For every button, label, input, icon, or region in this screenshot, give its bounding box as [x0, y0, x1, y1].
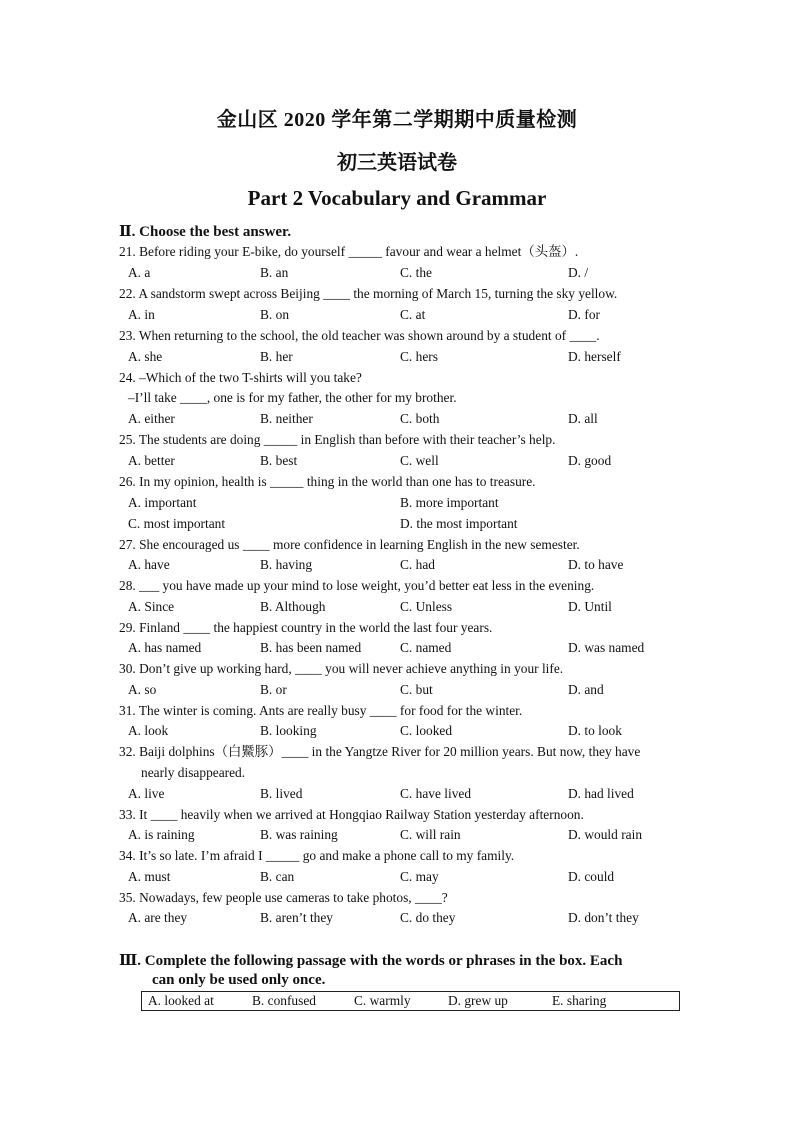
q31-option-d: D. to look — [568, 723, 622, 738]
question-30: 30. Don’t give up working hard, ____ you will never achieve anything in your life. — [119, 661, 564, 676]
q34-option-a: A. must — [128, 869, 171, 884]
question-27: 27. She encouraged us ____ more confidence in learning English in the new semester. — [119, 537, 580, 552]
q28-option-a: A. Since — [128, 599, 175, 614]
q33-option-d: D. would rain — [568, 827, 643, 842]
q27-option-b: B. having — [260, 557, 313, 572]
exam-title: 金山区 2020 学年第二学期期中质量检测 — [216, 109, 578, 131]
q33-option-b: B. was raining — [260, 827, 338, 842]
q21-option-d: D. / — [568, 265, 589, 280]
q27-option-d: D. to have — [568, 557, 624, 572]
word-box-item-d: D. grew up — [448, 993, 508, 1008]
q23-option-c: C. hers — [400, 349, 438, 364]
q28-option-b: B. Although — [260, 599, 326, 614]
q34-option-b: B. can — [260, 869, 295, 884]
q24-option-b: B. neither — [260, 411, 313, 426]
q24-option-d: D. all — [568, 411, 598, 426]
question-21: 21. Before riding your E-bike, do yourself _____ favour and wear a helmet（头盔）. — [119, 244, 579, 259]
q32-option-b: B. lived — [260, 786, 303, 801]
question-25: 25. The students are doing _____ in English than before with their teacher’s help. — [119, 432, 556, 447]
q30-option-d: D. and — [568, 682, 604, 697]
q26-option-b: B. more important — [400, 495, 499, 510]
q22-option-c: C. at — [400, 307, 426, 322]
word-box-item-e: E. sharing — [552, 993, 607, 1008]
q35-option-d: D. don’t they — [568, 910, 639, 925]
question-34: 34. It’s so late. I’m afraid I _____ go and make a phone call to my family. — [119, 848, 515, 863]
q21-option-b: B. an — [260, 265, 289, 280]
question-29: 29. Finland ____ the happiest country in the world the last four years. — [119, 620, 493, 635]
q23-option-b: B. her — [260, 349, 293, 364]
question-26: 26. In my opinion, health is _____ thing in the world than one has to treasure. — [119, 474, 536, 489]
q35-option-a: A. are they — [128, 910, 188, 925]
q21-option-a: A. a — [128, 265, 151, 280]
q28-option-c: C. Unless — [400, 599, 453, 614]
section-3-heading-line-2: can only be used only once. — [152, 972, 326, 988]
question-28: 28. ___ you have made up your mind to lose weight, you’d better eat less in the evening. — [119, 578, 595, 593]
part-heading: Part 2 Vocabulary and Grammar — [247, 186, 547, 210]
q21-option-c: C. the — [400, 265, 432, 280]
q32-option-c: C. have lived — [400, 786, 472, 801]
question-22: 22. A sandstorm swept across Beijing ____ the morning of March 15, turning the sky yellow. — [119, 286, 618, 301]
q28-option-d: D. Until — [568, 599, 612, 614]
q25-option-d: D. good — [568, 453, 612, 468]
question-32-line-2: nearly disappeared. — [141, 765, 246, 780]
word-box-item-a: A. looked at — [148, 993, 214, 1008]
q27-option-c: C. had — [400, 557, 435, 572]
question-24-line-2: –I’ll take ____, one is for my father, the other for my brother. — [128, 390, 457, 405]
question-32: 32. Baiji dolphins（白鱀豚）____ in the Yangtze River for 20 million years. But now, they have — [119, 744, 641, 759]
q32-option-a: A. live — [128, 786, 165, 801]
q34-option-c: C. may — [400, 869, 439, 884]
q33-option-a: A. is raining — [128, 827, 195, 842]
q35-option-b: B. aren’t they — [260, 910, 334, 925]
word-box-item-c: C. warmly — [354, 993, 411, 1008]
q23-option-d: D. herself — [568, 349, 621, 364]
q31-option-a: A. look — [128, 723, 169, 738]
q31-option-c: C. looked — [400, 723, 453, 738]
exam-subtitle: 初三英语试卷 — [337, 152, 457, 174]
question-23: 23. When returning to the school, the old teacher was shown around by a student of ____. — [119, 328, 600, 343]
question-35: 35. Nowadays, few people use cameras to take photos, ____? — [119, 890, 448, 905]
q25-option-b: B. best — [260, 453, 298, 468]
q24-option-c: C. both — [400, 411, 440, 426]
q29-option-c: C. named — [400, 640, 452, 655]
q34-option-d: D. could — [568, 869, 615, 884]
q29-option-b: B. has been named — [260, 640, 362, 655]
q27-option-a: A. have — [128, 557, 170, 572]
q29-option-a: A. has named — [128, 640, 202, 655]
q26-option-d: D. the most important — [400, 516, 518, 531]
question-33: 33. It ____ heavily when we arrived at Hongqiao Railway Station yesterday afternoon. — [119, 807, 584, 822]
word-box — [141, 991, 680, 1011]
question-24: 24. –Which of the two T-shirts will you take? — [119, 370, 362, 385]
q25-option-c: C. well — [400, 453, 439, 468]
q22-option-b: B. on — [260, 307, 290, 322]
q22-option-d: D. for — [568, 307, 600, 322]
q33-option-c: C. will rain — [400, 827, 461, 842]
q31-option-b: B. looking — [260, 723, 317, 738]
word-box-item-b: B. confused — [252, 993, 316, 1008]
q30-option-b: B. or — [260, 682, 287, 697]
q25-option-a: A. better — [128, 453, 175, 468]
q32-option-d: D. had lived — [568, 786, 634, 801]
q26-option-a: A. important — [128, 495, 197, 510]
q29-option-d: D. was named — [568, 640, 645, 655]
q35-option-c: C. do they — [400, 910, 456, 925]
question-31: 31. The winter is coming. Ants are really busy ____ for food for the winter. — [119, 703, 523, 718]
q24-option-a: A. either — [128, 411, 175, 426]
q30-option-a: A. so — [128, 682, 157, 697]
q30-option-c: C. but — [400, 682, 433, 697]
q22-option-a: A. in — [128, 307, 155, 322]
q26-option-c: C. most important — [128, 516, 226, 531]
section-2-heading: Ⅱ. Choose the best answer. — [119, 224, 292, 240]
q23-option-a: A. she — [128, 349, 163, 364]
section-3-heading: Ⅲ. Complete the following passage with the words or phrases in the box. Each — [119, 953, 623, 969]
